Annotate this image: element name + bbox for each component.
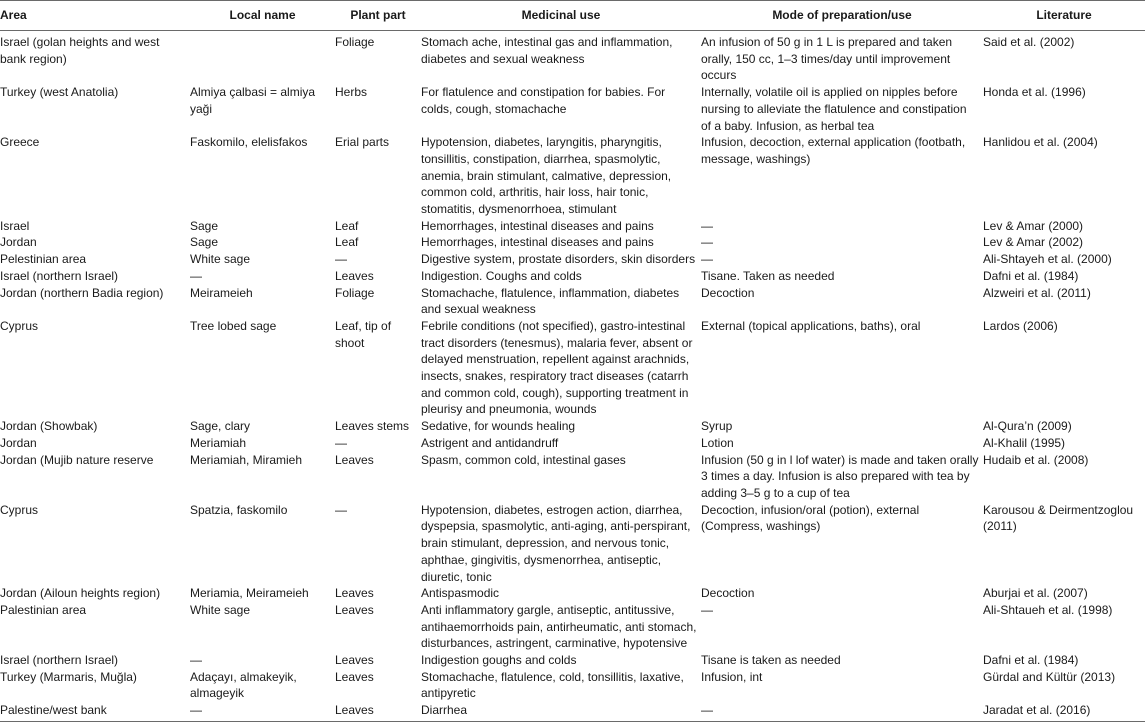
cell-preparation: Tisane is taken as needed xyxy=(701,653,841,668)
table-row xyxy=(0,452,1145,502)
cell-medicinal-use: Stomach ache, intestinal gas and inflammation, diabetes and sexual weakness xyxy=(421,35,673,66)
table-row xyxy=(0,435,1145,452)
cell-local-name: Faskomilo, elelisfakos xyxy=(190,135,308,150)
cell-literature: Gürdal and Kültür (2013) xyxy=(983,669,1116,684)
cell-plant-part: Foliage xyxy=(335,285,375,300)
cell-area: Turkey (west Anatolia) xyxy=(0,85,119,100)
cell-literature: Honda et al. (1996) xyxy=(983,85,1086,100)
table-row xyxy=(0,251,1145,268)
cell-local-name: Sage, clary xyxy=(190,419,251,434)
header-area: Area xyxy=(0,1,190,31)
table-row xyxy=(0,31,1145,85)
cell-medicinal-use: Digestive system, prostate disorders, skin disorders xyxy=(421,252,696,267)
cell-preparation: Infusion, int xyxy=(701,669,763,684)
table-row xyxy=(0,285,1145,318)
cell-medicinal-use: Febrile conditions (not specified), gastro-intestinal tract disorders (tenesmus), malaria fever, absent or delayed menstruation, repellent against arachnids, insects, snakes, respiratory tract diseases (catarrh and common cold, cough), supporting treatment in pleurisy and pneumonia, wounds xyxy=(421,318,693,417)
cell-local-name: Meriamiah, Miramieh xyxy=(190,452,303,467)
cell-preparation: Decoction xyxy=(701,586,755,601)
cell-area: Pelestinian area xyxy=(0,252,87,267)
header-preparation: Mode of preparation/use xyxy=(701,1,983,31)
cell-area: Palestine/west bank xyxy=(0,702,190,721)
header-row xyxy=(0,1,1145,31)
cell-preparation: Internally, volatile oil is applied on nipples before nursing to alleviate the flatulence and constipation of a baby. Infusion, as herbal tea xyxy=(701,85,967,133)
cell-preparation: Decoction, infusion/oral (potion), external (Compress, washings) xyxy=(701,502,920,534)
cell-local-name: Meirameieh xyxy=(190,285,253,300)
cell-literature: Al-Qura’n (2009) xyxy=(983,419,1072,434)
cell-medicinal-use: Hemorrhages, intestinal diseases and pains xyxy=(421,218,654,233)
cell-medicinal-use: Hemorrhages, intestinal diseases and pains xyxy=(421,235,654,250)
cell-medicinal-use: Stomachache, flatulence, inflammation, diabetes and sexual weakness xyxy=(421,285,680,317)
cell-literature: Aburjai et al. (2007) xyxy=(983,586,1088,601)
table-row xyxy=(0,318,1145,418)
cell-area: Jordan (Showbak) xyxy=(0,419,98,434)
cell-local-name xyxy=(190,31,335,85)
cell-medicinal-use: Hypotension, diabetes, estrogen action, diarrhea, dyspepsia, spasmolytic, anti-aging, anti-perspirant, brain stimulant, depression, and nervous tonic, aphthae, gingivitis, dysmenorrhea, antiseptic, diuretic, tonic xyxy=(421,502,691,584)
cell-literature: Ali-Shtayeh et al. (2000) xyxy=(983,252,1112,267)
cell-plant-part: Leaves stems xyxy=(335,419,410,434)
cell-medicinal-use: Stomachache, flatulence, cold, tonsillitis, laxative, antipyretic xyxy=(421,669,684,701)
cell-preparation: Decoction xyxy=(701,285,755,300)
cell-medicinal-use: For flatulence and constipation for babies. For colds, cough, stomachache xyxy=(421,85,666,116)
cell-preparation: — xyxy=(701,252,713,267)
cell-plant-part: Leaf, tip of shoot xyxy=(335,318,392,350)
cell-preparation: Lotion xyxy=(701,435,734,450)
table-row xyxy=(0,418,1145,435)
table-header xyxy=(0,1,1145,31)
cell-preparation: An infusion of 50 g in 1 L is prepared and taken orally, 150 cc, 1–3 times/day until improvement occurs xyxy=(701,35,953,83)
header-local-name: Local name xyxy=(190,1,335,31)
cell-medicinal-use: Antispasmodic xyxy=(421,586,500,601)
cell-literature: Alzweiri et al. (2011) xyxy=(983,285,1091,300)
cell-local-name: — xyxy=(190,702,335,721)
cell-medicinal-use: Hypotension, diabetes, laryngitis, pharyngitis, tonsillitis, constipation, diarrhea, spasmolytic, anemia, brain stimulant, calmative, depression, common cold, arthritis, hair loss, hair tonic, stomatitis, dysmenorrhoea, stimulant xyxy=(421,135,672,217)
header-plant-part: Plant part xyxy=(335,1,421,31)
cell-preparation: External (topical applications, baths), oral xyxy=(701,318,921,333)
cell-literature: Lev & Amar (2000) xyxy=(983,218,1084,233)
table-row xyxy=(0,669,1145,702)
cell-literature: Al-Khalil (1995) xyxy=(983,435,1066,450)
cell-medicinal-use: Indigestion. Coughs and colds xyxy=(421,268,582,283)
cell-plant-part: — xyxy=(335,502,347,517)
cell-preparation: — xyxy=(701,602,713,617)
cell-medicinal-use: Indigestion goughs and colds xyxy=(421,653,577,668)
cell-literature: Karousou & Deirmentzoglou (2011) xyxy=(983,502,1134,534)
table-row xyxy=(0,268,1145,285)
cell-area: Jordan xyxy=(0,235,37,250)
cell-literature: Hanlidou et al. (2004) xyxy=(983,135,1098,150)
cell-preparation: Tisane. Taken as needed xyxy=(701,268,835,283)
cell-area: Turkey (Marmaris, Muğla) xyxy=(0,669,137,684)
cell-medicinal-use: Sedative, for wounds healing xyxy=(421,419,576,434)
cell-area: Cyprus xyxy=(0,502,39,517)
cell-literature: Ali-Shtaueh et al. (1998) xyxy=(983,602,1113,617)
header-literature: Literature xyxy=(983,1,1145,31)
cell-local-name: — xyxy=(190,653,202,668)
cell-preparation: Infusion, decoction, external application (footbath, message, washings) xyxy=(701,135,966,166)
cell-preparation: — xyxy=(701,218,713,233)
cell-preparation: Syrup xyxy=(701,419,733,434)
cell-area: Jordan (northern Badia region) xyxy=(0,285,164,300)
header-medicinal-use: Medicinal use xyxy=(421,1,701,31)
cell-local-name: Almiya çalbasi = almiya yaği xyxy=(190,85,316,116)
cell-literature: Dafni et al. (1984) xyxy=(983,268,1079,283)
table-row xyxy=(0,702,1145,721)
cell-local-name: White sage xyxy=(190,602,251,617)
cell-area: Israel xyxy=(0,218,30,233)
cell-literature: Jaradat et al. (2016) xyxy=(983,702,1145,721)
cell-plant-part: Leaves xyxy=(335,452,374,467)
cell-local-name: Meriamiah xyxy=(190,435,247,450)
table-row xyxy=(0,502,1145,586)
table-row xyxy=(0,218,1145,235)
cell-area: Jordan (Mujib nature reserve xyxy=(0,452,154,467)
cell-plant-part: Leaves xyxy=(335,602,374,617)
cell-plant-part: Leaf xyxy=(335,218,359,233)
cell-plant-part: Leaves xyxy=(335,669,374,684)
cell-local-name: White sage xyxy=(190,252,251,267)
cell-preparation: — xyxy=(701,235,713,250)
table-row xyxy=(0,234,1145,251)
cell-plant-part: Leaves xyxy=(335,268,374,283)
cell-area: Israel (northern Israel) xyxy=(0,268,119,283)
table-row xyxy=(0,585,1145,602)
cell-literature: Lardos (2006) xyxy=(983,318,1058,333)
table-row xyxy=(0,652,1145,669)
cell-medicinal-use: Astrigent and antidandruff xyxy=(421,435,559,450)
cell-area: Israel (golan heights and west bank region) xyxy=(0,35,160,66)
cell-area: Cyprus xyxy=(0,318,39,333)
cell-literature: Dafni et al. (1984) xyxy=(983,653,1079,668)
cell-literature: Lev & Amar (2002) xyxy=(983,235,1084,250)
cell-area: Jordan (Ailoun heights region) xyxy=(0,586,161,601)
cell-medicinal-use: Anti inflammatory gargle, antiseptic, antitussive, antihaemorrhoids pain, antirheumatic, anti stomach, disturbances, astringent, carminative, hypotensive xyxy=(421,602,697,651)
cell-plant-part: Leaves xyxy=(335,653,374,668)
cell-literature: Hudaib et al. (2008) xyxy=(983,452,1089,467)
cell-medicinal-use: Spasm, common cold, intestinal gases xyxy=(421,452,626,467)
cell-area: Jordan xyxy=(0,435,37,450)
table-row xyxy=(0,134,1145,218)
cell-preparation: — xyxy=(701,702,983,721)
cell-plant-part: Foliage xyxy=(335,35,375,49)
cell-local-name: — xyxy=(190,268,202,283)
cell-preparation: Infusion (50 g in l lof water) is made and taken orally 3 times a day. Infusion is also prepared with tea by adding 3–5 g to a cup of tea xyxy=(701,452,979,500)
table-body xyxy=(0,31,1145,722)
cell-area: Palestinian area xyxy=(0,602,87,617)
cell-medicinal-use: Diarrhea xyxy=(421,702,701,721)
cell-plant-part: Leaves xyxy=(335,702,421,721)
cell-local-name: Sage xyxy=(190,218,219,233)
cell-local-name: Spatzia, faskomilo xyxy=(190,502,288,517)
cell-area: Israel (northern Israel) xyxy=(0,653,119,668)
cell-local-name: Adaçayı, almakeyik, almageyik xyxy=(190,669,297,701)
cell-local-name: Sage xyxy=(190,235,219,250)
table-row xyxy=(0,602,1145,652)
cell-area: Greece xyxy=(0,135,40,150)
cell-plant-part: Leaf xyxy=(335,235,359,250)
cell-local-name: Meriamia, Meirameieh xyxy=(190,586,309,601)
cell-plant-part: — xyxy=(335,435,347,450)
cell-local-name: Tree lobed sage xyxy=(190,318,277,333)
table-row xyxy=(0,84,1145,134)
cell-literature: Said et al. (2002) xyxy=(983,35,1075,49)
cell-plant-part: Erial parts xyxy=(335,135,390,150)
cell-plant-part: — xyxy=(335,252,347,267)
cell-plant-part: Leaves xyxy=(335,586,374,601)
cell-plant-part: Herbs xyxy=(335,85,368,100)
